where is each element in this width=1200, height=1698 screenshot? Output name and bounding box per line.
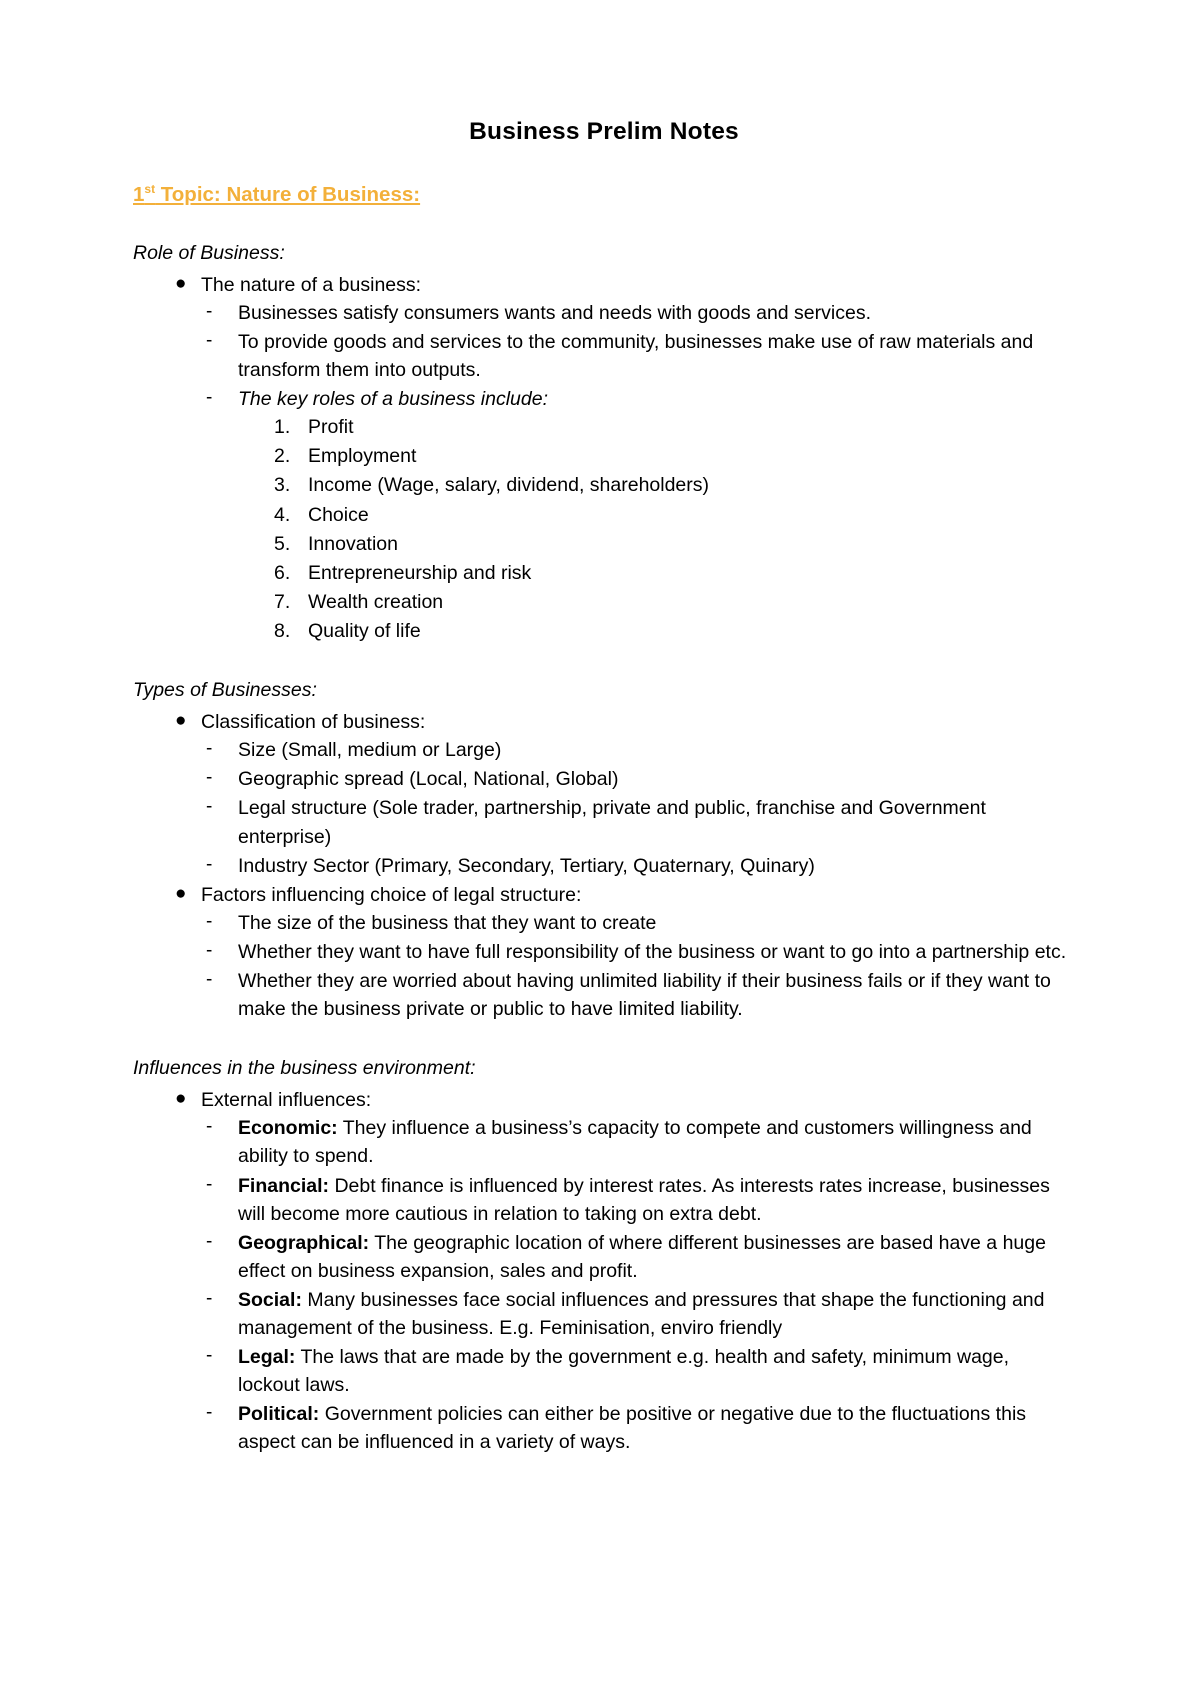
list-item xyxy=(201,328,1075,384)
dash-bullet-icon: - xyxy=(206,1287,213,1309)
topic-ordinal-number: 1 xyxy=(133,183,145,206)
list-item xyxy=(133,881,1075,1023)
list-item xyxy=(133,1086,1075,1456)
dash-bullet-icon: - xyxy=(206,330,213,352)
sub-bullet-lead: Geographical: xyxy=(238,1231,370,1254)
sub-bullet-text: Whether they are worried about having unlimited liability if their business fails or if they want to make the business private or public to have limited liability. xyxy=(238,969,1051,1020)
topic-heading-text: Topic: Nature of Business: xyxy=(155,183,421,206)
list-item xyxy=(238,588,1075,616)
numbered-item-text: Wealth creation xyxy=(308,590,444,613)
list-item xyxy=(201,736,1075,764)
dash-bullet-icon: - xyxy=(206,738,213,760)
dash-bullet-icon: - xyxy=(206,853,213,875)
sub-bullet-text: Whether they want to have full responsibility of the business or want to go into a partnership etc. xyxy=(238,940,1067,963)
list-influences xyxy=(133,1086,1075,1456)
list-item xyxy=(201,1286,1075,1342)
list-item xyxy=(201,909,1075,937)
list-item xyxy=(238,559,1075,587)
dash-bullet-icon: - xyxy=(206,767,213,789)
bullet-text: Classification of business: xyxy=(201,711,426,734)
numbered-item-text: Income (Wage, salary, dividend, shareholders) xyxy=(308,474,710,497)
section-label-types-of-businesses: Types of Businesses: xyxy=(133,678,317,701)
sublist-external-influences xyxy=(201,1114,1075,1456)
sub-bullet-text: Many businesses face social influences and pressures that shape the functioning and management of the business. E.g. Feminisation, enviro friendly xyxy=(238,1288,1045,1339)
page-title: Business Prelim Notes xyxy=(469,118,739,145)
list-item xyxy=(133,708,1075,879)
list-item xyxy=(201,1229,1075,1285)
sub-bullet-text: Geographic spread (Local, National, Global) xyxy=(238,768,619,791)
dash-bullet-icon: - xyxy=(206,1230,213,1252)
sub-bullet-lead: Financial: xyxy=(238,1174,330,1197)
list-item xyxy=(201,1343,1075,1399)
list-item xyxy=(238,501,1075,529)
sub-bullet-text: The key roles of a business include: xyxy=(238,388,549,411)
dash-bullet-icon: - xyxy=(206,1116,213,1138)
numbered-item-text: Innovation xyxy=(308,532,398,555)
sub-bullet-text: Businesses satisfy consumers wants and needs with goods and services. xyxy=(238,301,871,324)
sub-bullet-text: The geographic location of where different businesses are based have a huge effect on business expansion, sales and profit. xyxy=(238,1231,1046,1282)
section-spacer xyxy=(133,646,1075,676)
sub-bullet-lead: Social: xyxy=(238,1288,302,1311)
topic-heading xyxy=(133,182,1075,209)
list-role-of-business xyxy=(133,271,1075,645)
sublist-classification-of-business xyxy=(201,736,1075,879)
sub-bullet-text: The laws that are made by the government e.g. health and safety, minimum wage, lockout laws. xyxy=(238,1346,1010,1397)
bullet-text: The nature of a business: xyxy=(201,273,422,296)
sub-bullet-text: To provide goods and services to the community, businesses make use of raw materials and transform them into outputs. xyxy=(238,331,1034,382)
list-item xyxy=(201,967,1075,1023)
list-item xyxy=(133,271,1075,645)
list-item xyxy=(201,1400,1075,1456)
dash-bullet-icon: - xyxy=(206,939,213,961)
sub-bullet-text: Government policies can either be positive or negative due to the fluctuations this aspect can be influenced in a variety of ways. xyxy=(238,1403,1027,1454)
section-spacer xyxy=(133,1024,1075,1054)
numbered-list-key-roles xyxy=(238,413,1075,645)
bullet-dot-icon: ● xyxy=(175,882,187,904)
list-item xyxy=(238,617,1075,645)
list-item xyxy=(201,299,1075,327)
list-item xyxy=(238,530,1075,558)
numbered-item-text: Profit xyxy=(308,416,354,439)
sub-bullet-text: The size of the business that they want to create xyxy=(238,911,657,934)
bullet-dot-icon: ● xyxy=(175,1088,187,1110)
list-item xyxy=(201,794,1075,850)
sub-bullet-lead: Political: xyxy=(238,1403,320,1426)
list-item xyxy=(201,938,1075,966)
dash-bullet-icon: - xyxy=(206,1173,213,1195)
list-types-of-businesses xyxy=(133,708,1075,1023)
dash-bullet-icon: - xyxy=(206,1402,213,1424)
dash-bullet-icon: - xyxy=(206,968,213,990)
dash-bullet-icon: - xyxy=(206,300,213,322)
numbered-item-text: Choice xyxy=(308,503,369,526)
sublist-factors-legal-structure xyxy=(201,909,1075,1023)
list-item xyxy=(238,471,1075,499)
sub-bullet-lead: Economic: xyxy=(238,1117,338,1140)
list-item xyxy=(201,1114,1075,1170)
dash-bullet-icon: - xyxy=(206,910,213,932)
list-item xyxy=(238,442,1075,470)
list-item xyxy=(201,1172,1075,1228)
sub-bullet-text: Legal structure (Sole trader, partnership, private and public, franchise and Government enterprise) xyxy=(238,797,986,848)
sub-bullet-text: Industry Sector (Primary, Secondary, Tertiary, Quaternary, Quinary) xyxy=(238,854,815,877)
list-item xyxy=(201,852,1075,880)
list-item xyxy=(201,765,1075,793)
list-item xyxy=(238,413,1075,441)
dash-bullet-icon: - xyxy=(206,1345,213,1367)
sub-bullet-text: Size (Small, medium or Large) xyxy=(238,739,502,762)
dash-bullet-icon: - xyxy=(206,387,213,409)
section-label-role-of-business: Role of Business: xyxy=(133,241,285,264)
dash-bullet-icon: - xyxy=(206,796,213,818)
numbered-item-text: Quality of life xyxy=(308,619,421,642)
numbered-item-text: Entrepreneurship and risk xyxy=(308,561,532,584)
bullet-text: External influences: xyxy=(201,1089,372,1112)
topic-ordinal-suffix: st xyxy=(144,182,156,197)
sub-bullet-text: They influence a business’s capacity to compete and customers willingness and ability to spend. xyxy=(238,1117,1032,1168)
bullet-dot-icon: ● xyxy=(175,710,187,732)
sub-bullet-text: Debt finance is influenced by interest rates. As interests rates increase, businesses will become more cautious in relation to taking on extra debt. xyxy=(238,1174,1050,1225)
numbered-item-text: Employment xyxy=(308,445,417,468)
bullet-dot-icon: ● xyxy=(175,272,187,294)
section-label-influences: Influences in the business environment: xyxy=(133,1057,476,1080)
sublist-nature-of-business xyxy=(201,299,1075,645)
list-item xyxy=(201,385,1075,645)
bullet-text: Factors influencing choice of legal structure: xyxy=(201,883,582,906)
sub-bullet-lead: Legal: xyxy=(238,1346,296,1369)
